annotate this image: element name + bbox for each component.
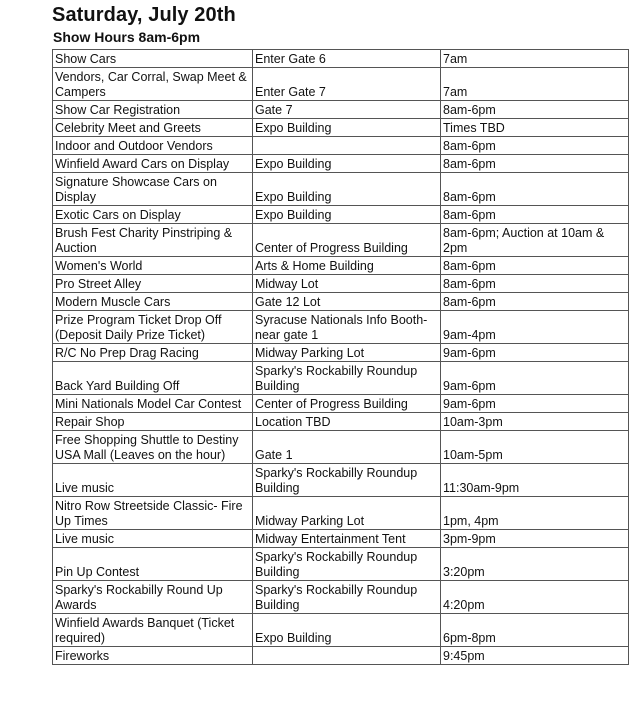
event-cell: Winfield Award Cars on Display: [53, 155, 253, 173]
table-row: [53, 137, 629, 155]
time-cell: 7am: [441, 68, 629, 101]
location-cell: Midway Parking Lot: [253, 344, 441, 362]
table-row: [53, 647, 629, 665]
location-cell: Center of Progress Building: [253, 224, 441, 257]
table-row: [53, 275, 629, 293]
time-cell: 3pm-9pm: [441, 530, 629, 548]
location-cell: [253, 647, 441, 665]
event-cell: Brush Fest Charity Pinstriping & Auction: [53, 224, 253, 257]
event-cell: Fireworks: [53, 647, 253, 665]
event-cell: Pin Up Contest: [53, 548, 253, 581]
time-cell: 6pm-8pm: [441, 614, 629, 647]
event-cell: Back Yard Building Off: [53, 362, 253, 395]
table-row: [53, 497, 629, 530]
time-cell: 8am-6pm: [441, 137, 629, 155]
event-cell: Exotic Cars on Display: [53, 206, 253, 224]
location-cell: Enter Gate 6: [253, 50, 441, 68]
time-cell: 9am-6pm: [441, 395, 629, 413]
schedule-table: [52, 49, 629, 665]
event-cell: Free Shopping Shuttle to Destiny USA Mall (Leaves on the hour): [53, 431, 253, 464]
table-row: [53, 155, 629, 173]
event-cell: R/C No Prep Drag Racing: [53, 344, 253, 362]
location-cell: Midway Parking Lot: [253, 497, 441, 530]
time-cell: 9:45pm: [441, 647, 629, 665]
time-cell: 8am-6pm: [441, 101, 629, 119]
event-cell: Mini Nationals Model Car Contest: [53, 395, 253, 413]
event-cell: Nitro Row Streetside Classic- Fire Up Times: [53, 497, 253, 530]
event-cell: Celebrity Meet and Greets: [53, 119, 253, 137]
time-cell: 8am-6pm; Auction at 10am & 2pm: [441, 224, 629, 257]
location-cell: Arts & Home Building: [253, 257, 441, 275]
time-cell: Times TBD: [441, 119, 629, 137]
table-row: [53, 530, 629, 548]
location-cell: Center of Progress Building: [253, 395, 441, 413]
table-row: [53, 119, 629, 137]
table-row: [53, 311, 629, 344]
location-cell: Syracuse Nationals Info Booth- near gate 1: [253, 311, 441, 344]
schedule-body: [53, 50, 629, 665]
event-cell: Modern Muscle Cars: [53, 293, 253, 311]
event-cell: Pro Street Alley: [53, 275, 253, 293]
location-cell: Midway Entertainment Tent: [253, 530, 441, 548]
location-cell: Sparky's Rockabilly Roundup Building: [253, 548, 441, 581]
time-cell: 11:30am-9pm: [441, 464, 629, 497]
location-cell: Location TBD: [253, 413, 441, 431]
location-cell: [253, 137, 441, 155]
time-cell: 3:20pm: [441, 548, 629, 581]
page-title: Saturday, July 20th: [52, 4, 236, 26]
table-row: [53, 581, 629, 614]
event-cell: Show Cars: [53, 50, 253, 68]
table-row: [53, 344, 629, 362]
time-cell: 8am-6pm: [441, 275, 629, 293]
show-hours: Show Hours 8am-6pm: [53, 29, 201, 45]
event-cell: Vendors, Car Corral, Swap Meet & Campers: [53, 68, 253, 101]
event-cell: Signature Showcase Cars on Display: [53, 173, 253, 206]
location-cell: Expo Building: [253, 155, 441, 173]
time-cell: 7am: [441, 50, 629, 68]
time-cell: 4:20pm: [441, 581, 629, 614]
time-cell: 9am-6pm: [441, 344, 629, 362]
table-row: [53, 206, 629, 224]
time-cell: 8am-6pm: [441, 293, 629, 311]
time-cell: 10am-3pm: [441, 413, 629, 431]
location-cell: Expo Building: [253, 173, 441, 206]
table-row: [53, 614, 629, 647]
location-cell: Gate 7: [253, 101, 441, 119]
event-cell: Indoor and Outdoor Vendors: [53, 137, 253, 155]
event-cell: Live music: [53, 464, 253, 497]
table-row: [53, 464, 629, 497]
event-cell: Sparky's Rockabilly Round Up Awards: [53, 581, 253, 614]
table-row: [53, 548, 629, 581]
table-row: [53, 413, 629, 431]
time-cell: 8am-6pm: [441, 257, 629, 275]
event-cell: Live music: [53, 530, 253, 548]
location-cell: Expo Building: [253, 206, 441, 224]
location-cell: Expo Building: [253, 614, 441, 647]
event-cell: Prize Program Ticket Drop Off (Deposit Daily Prize Ticket): [53, 311, 253, 344]
table-row: [53, 395, 629, 413]
event-cell: Show Car Registration: [53, 101, 253, 119]
table-row: [53, 224, 629, 257]
location-cell: Sparky's Rockabilly Roundup Building: [253, 581, 441, 614]
time-cell: 1pm, 4pm: [441, 497, 629, 530]
table-row: [53, 293, 629, 311]
time-cell: 9am-6pm: [441, 362, 629, 395]
time-cell: 8am-6pm: [441, 155, 629, 173]
event-cell: Repair Shop: [53, 413, 253, 431]
table-row: [53, 431, 629, 464]
location-cell: Sparky's Rockabilly Roundup Building: [253, 362, 441, 395]
table-row: [53, 257, 629, 275]
location-cell: Midway Lot: [253, 275, 441, 293]
location-cell: Gate 1: [253, 431, 441, 464]
location-cell: Gate 12 Lot: [253, 293, 441, 311]
table-row: [53, 68, 629, 101]
time-cell: 8am-6pm: [441, 206, 629, 224]
time-cell: 9am-4pm: [441, 311, 629, 344]
table-row: [53, 101, 629, 119]
table-row: [53, 362, 629, 395]
table-row: [53, 173, 629, 206]
location-cell: Expo Building: [253, 119, 441, 137]
location-cell: Sparky's Rockabilly Roundup Building: [253, 464, 441, 497]
location-cell: Enter Gate 7: [253, 68, 441, 101]
event-cell: Winfield Awards Banquet (Ticket required): [53, 614, 253, 647]
table-row: [53, 50, 629, 68]
event-cell: Women's World: [53, 257, 253, 275]
time-cell: 10am-5pm: [441, 431, 629, 464]
time-cell: 8am-6pm: [441, 173, 629, 206]
